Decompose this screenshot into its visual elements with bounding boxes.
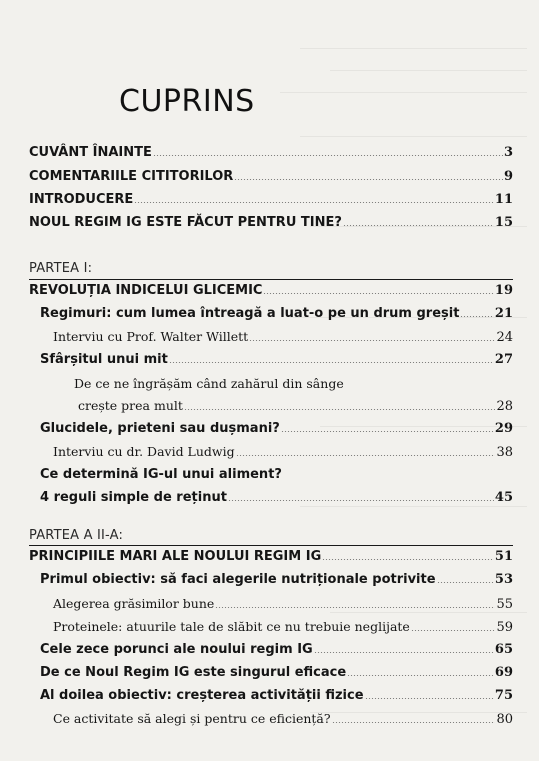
dot-leader bbox=[153, 155, 503, 156]
toc-entry-foreword[interactable] bbox=[29, 145, 513, 160]
dot-leader bbox=[234, 179, 503, 180]
toc-entry-label: COMENTARIILE CITITORILOR bbox=[29, 169, 234, 184]
dot-leader bbox=[332, 722, 496, 723]
toc-page-number: 28 bbox=[496, 399, 513, 414]
toc-entry-label: Ce determină IG-ul unui aliment? bbox=[40, 467, 282, 482]
toc-page-number: 65 bbox=[494, 642, 513, 657]
toc-page-number: 9 bbox=[503, 169, 513, 184]
toc-entry-good-fats[interactable] bbox=[53, 596, 513, 612]
toc-page-number: 21 bbox=[494, 306, 513, 321]
dot-leader bbox=[236, 455, 496, 456]
toc-entry-four-rules[interactable] bbox=[40, 490, 513, 505]
toc-entry-introduction[interactable] bbox=[29, 192, 513, 207]
toc-entry-end-of-myth[interactable] bbox=[40, 352, 513, 367]
toc-entry-label: PRINCIPIILE MARI ALE NOULUI REGIM IG bbox=[29, 549, 322, 564]
toc-entry-what-determines-gi[interactable] bbox=[40, 467, 282, 482]
dot-leader bbox=[322, 559, 494, 560]
section-divider bbox=[29, 545, 513, 546]
dot-leader bbox=[437, 582, 494, 583]
toc-entry-label: Regimuri: cum lumea întreagă a luat-o pe un drum greșit bbox=[40, 306, 460, 321]
toc-page-number: 59 bbox=[496, 620, 513, 635]
toc-entry-glycemic-revolution[interactable] bbox=[29, 283, 513, 298]
dot-leader bbox=[281, 431, 494, 432]
toc-entry-label: NOUL REGIM IG ESTE FĂCUT PENTRU TINE? bbox=[29, 215, 342, 230]
dot-leader bbox=[460, 316, 493, 317]
toc-entry-label: Glucidele, prieteni sau dușmani? bbox=[40, 421, 280, 436]
toc-page-number: 19 bbox=[494, 283, 513, 298]
dot-leader bbox=[249, 340, 495, 341]
toc-entry-label: 4 reguli simple de reținut bbox=[40, 490, 227, 505]
dot-leader bbox=[411, 630, 496, 631]
toc-entry-label: Ce activitate să alegi și pentru ce eficiență? bbox=[53, 711, 331, 726]
page-title: CUPRINS bbox=[119, 84, 255, 119]
toc-entry-ten-commandments[interactable] bbox=[40, 642, 513, 657]
toc-entry-label: CUVÂNT ÎNAINTE bbox=[29, 145, 152, 160]
toc-entry-label: Proteinele: atuurile tale de slăbit ce nu trebuie neglijate bbox=[53, 619, 410, 634]
toc-entry-reader-comments[interactable] bbox=[29, 169, 513, 184]
toc-entry-why-only-effective[interactable] bbox=[40, 665, 513, 680]
toc-page-number: 15 bbox=[494, 215, 513, 230]
toc-entry-first-objective[interactable] bbox=[40, 572, 513, 587]
part-heading: PARTEA I: bbox=[29, 261, 93, 276]
toc-entry-label: Interviu cu dr. David Ludwig bbox=[53, 444, 235, 459]
dot-leader bbox=[169, 362, 494, 363]
toc-entry-proteins[interactable] bbox=[53, 619, 513, 635]
toc-entry-label: Cele zece porunci ale noului regim IG bbox=[40, 642, 313, 657]
toc-page-number: 24 bbox=[496, 330, 513, 345]
dot-leader bbox=[215, 607, 495, 608]
toc-page-number: 69 bbox=[494, 665, 513, 680]
toc-entry-interview-willett[interactable] bbox=[53, 329, 513, 345]
dot-leader bbox=[314, 652, 494, 653]
dot-leader bbox=[184, 409, 496, 410]
toc-page-number: 75 bbox=[494, 688, 513, 703]
dot-leader bbox=[263, 293, 493, 294]
dot-leader bbox=[343, 225, 494, 226]
toc-entry-which-activity[interactable] bbox=[53, 711, 513, 727]
dot-leader bbox=[228, 500, 494, 501]
part-heading: PARTEA A II-A: bbox=[29, 528, 124, 543]
dot-leader bbox=[347, 675, 494, 676]
toc-page-number: 51 bbox=[494, 549, 513, 564]
toc-entry-main-principles[interactable] bbox=[29, 549, 513, 564]
toc-entry-diets-wrong-path[interactable] bbox=[40, 306, 513, 321]
toc-entry-carbs-friends-or-enemies[interactable] bbox=[40, 421, 513, 436]
toc-page-number: 11 bbox=[494, 192, 513, 207]
toc-page-number: 55 bbox=[496, 597, 513, 612]
toc-entry-is-it-for-you[interactable] bbox=[29, 215, 513, 230]
toc-entry-why-we-gain-weight[interactable] bbox=[78, 398, 513, 414]
toc-page-number: 27 bbox=[494, 352, 513, 367]
toc-entry-interview-ludwig[interactable] bbox=[53, 444, 513, 460]
toc-entry-label[interactable]: De ce ne îngrășăm când zahărul din sânge bbox=[74, 376, 344, 391]
toc-entry-label: Sfârșitul unui mit bbox=[40, 352, 168, 367]
toc-page-number: 45 bbox=[494, 490, 513, 505]
toc-page-number: 3 bbox=[503, 145, 513, 160]
toc-page-number: 38 bbox=[496, 445, 513, 460]
toc-entry-label: Primul obiectiv: să faci alegerile nutriționale potrivite bbox=[40, 572, 436, 587]
toc-page-number: 80 bbox=[496, 712, 513, 727]
toc-page-number: 29 bbox=[494, 421, 513, 436]
toc-entry-label: De ce Noul Regim IG este singurul eficace bbox=[40, 665, 347, 680]
toc-entry-label: Alegerea grăsimilor bune bbox=[53, 596, 215, 611]
section-divider bbox=[29, 279, 513, 280]
dot-leader bbox=[365, 698, 494, 699]
toc-entry-second-objective[interactable] bbox=[40, 688, 513, 703]
toc-entry-label: INTRODUCERE bbox=[29, 192, 134, 207]
toc-entry-label: Al doilea obiectiv: creșterea activității fizice bbox=[40, 688, 364, 703]
dot-leader bbox=[134, 202, 494, 203]
toc-entry-label: Interviu cu Prof. Walter Willett bbox=[53, 329, 249, 344]
toc-page-number: 53 bbox=[494, 572, 513, 587]
toc-entry-label: REVOLUȚIA INDICELUI GLICEMIC bbox=[29, 283, 263, 298]
toc-entry-continuation: crește prea mult bbox=[78, 398, 183, 413]
